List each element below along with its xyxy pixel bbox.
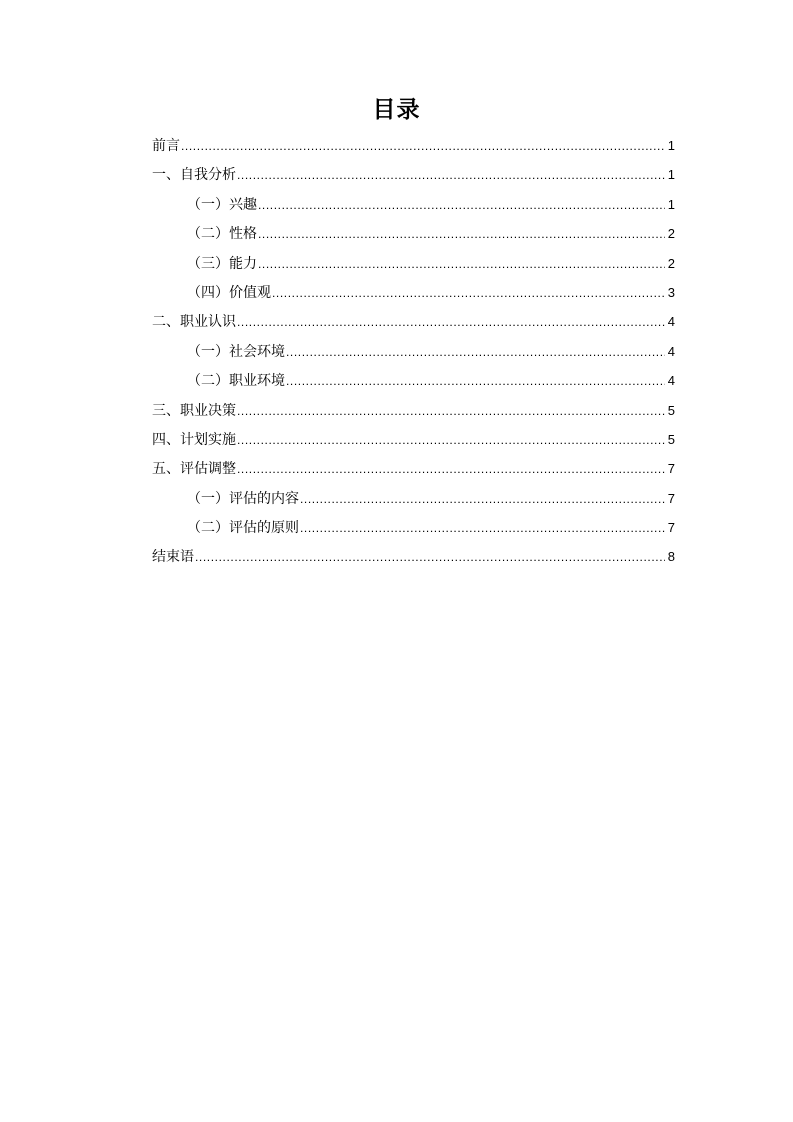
toc-entry-label: 五、评估调整: [152, 461, 236, 478]
toc-entry: [152, 396, 675, 425]
toc-page-number: 8: [667, 549, 675, 565]
toc-page-number: 3: [667, 284, 675, 300]
toc-subentry: [152, 337, 675, 366]
toc-dot-leader: [195, 543, 665, 572]
toc-page-number: 1: [667, 196, 675, 212]
toc-entry: [152, 425, 675, 454]
toc-page-number: 1: [667, 138, 675, 153]
toc-page-number: 4: [667, 314, 675, 330]
toc-dot-leader: [258, 220, 665, 249]
toc-entry-label: 二、职业认识: [152, 314, 236, 331]
toc-dot-leader: [272, 279, 665, 308]
toc-dot-leader: [258, 191, 665, 220]
toc-entry-label: （二）职业环境: [187, 373, 285, 390]
toc-page-number: 7: [667, 490, 675, 506]
toc-dot-leader: [300, 514, 665, 543]
toc-entry-label: 一、自我分析: [152, 167, 236, 184]
toc-dot-leader: [286, 338, 665, 367]
toc-dot-leader: [258, 250, 665, 279]
toc-page-number: 4: [667, 343, 675, 359]
toc-subentry: [152, 249, 675, 278]
toc-page-number: 1: [667, 167, 675, 183]
toc-dot-leader: [237, 426, 665, 455]
page-title: 目录: [372, 97, 421, 123]
toc-dot-leader: [237, 308, 665, 337]
toc-page-number: 4: [667, 373, 675, 389]
toc-entry-label: （一）社会环境: [187, 343, 285, 360]
toc-subentry: [152, 278, 675, 307]
toc-dot-leader: [237, 161, 665, 190]
toc-entry-label: 结束语: [152, 549, 194, 566]
toc-subentry: [152, 366, 675, 395]
toc-page-number: 7: [667, 520, 675, 536]
toc-subentry: [152, 219, 675, 248]
toc-subentry: [152, 484, 675, 513]
toc-dot-leader: [300, 485, 665, 514]
toc-entry-label: 三、职业决策: [152, 402, 236, 419]
toc-page-number: 5: [667, 431, 675, 447]
toc-entry: [152, 454, 675, 483]
toc-page-number: 2: [667, 226, 675, 242]
toc-entry: [152, 542, 675, 571]
toc-entry-label: （一）兴趣: [187, 196, 257, 213]
toc-subentry: [152, 190, 675, 219]
toc-entry-label: 四、计划实施: [152, 431, 236, 448]
toc-dot-leader: [181, 132, 665, 161]
toc-entry-label: （三）能力: [187, 255, 257, 272]
toc-entry-label: （四）价值观: [187, 284, 271, 301]
toc-dot-leader: [286, 367, 665, 396]
toc-page-number: 5: [667, 402, 675, 418]
toc-entry-label: （一）评估的内容: [187, 490, 299, 507]
toc-entry: [152, 131, 675, 160]
toc-page-number: 2: [667, 255, 675, 271]
toc-dot-leader: [237, 455, 665, 484]
toc-entry-label: （二）评估的原则: [187, 520, 299, 537]
toc-subentry: [152, 513, 675, 542]
toc-entry: [152, 160, 675, 189]
toc-dot-leader: [237, 397, 665, 426]
toc-entry: [152, 307, 675, 336]
table-of-contents: [152, 131, 675, 572]
toc-entry-label: 前言: [152, 138, 180, 154]
toc-entry-label: （二）性格: [187, 226, 257, 243]
toc-page-number: 7: [667, 461, 675, 477]
